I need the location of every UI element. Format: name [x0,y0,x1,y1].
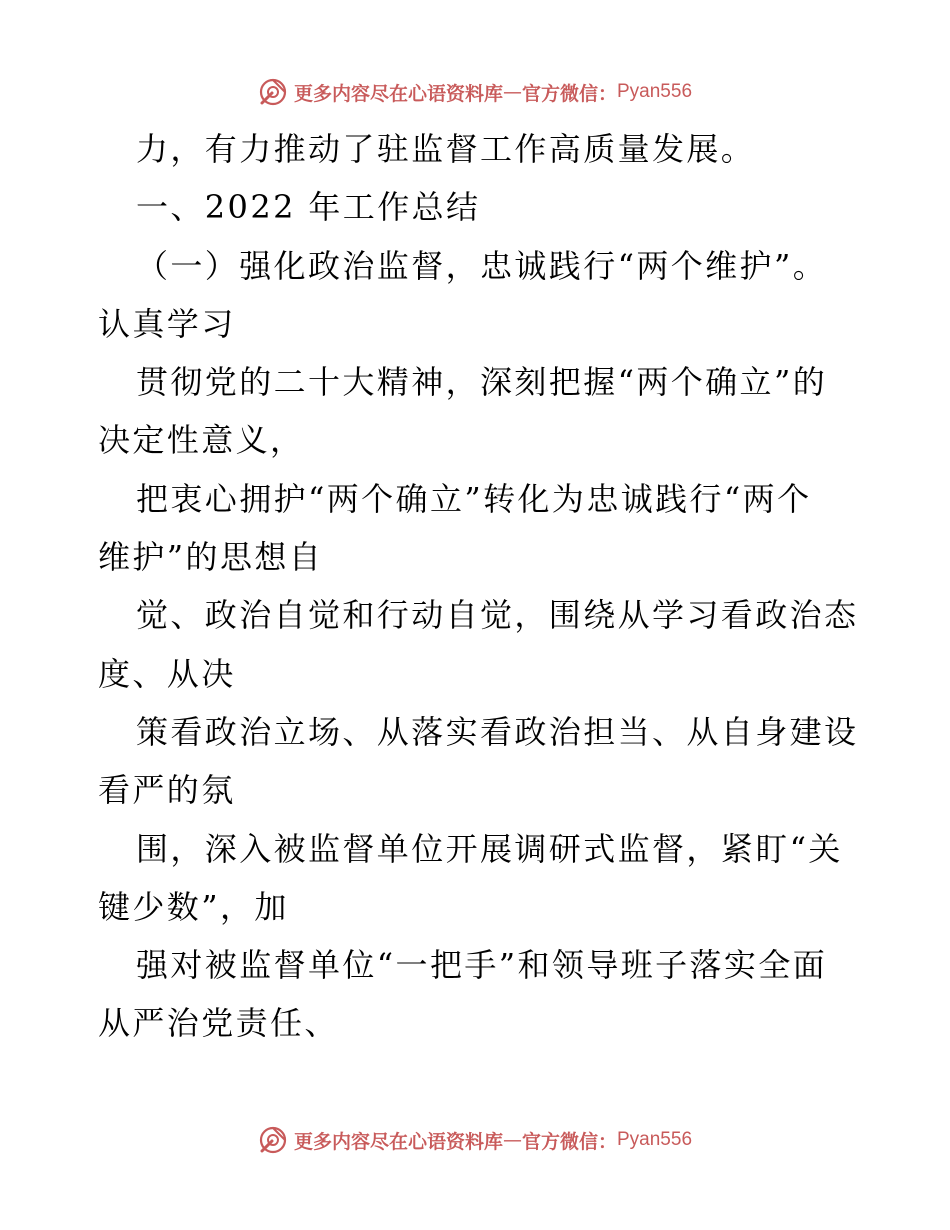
section-heading: 一、2022 年工作总结 [136,188,481,227]
watermark-wechat-id: Pyan556 [617,81,693,102]
body-line: 强对被监督单位“一把手”和领导班子落实全面 [136,946,828,985]
body-line: 策看政治立场、从落实看政治担当、从自身建设 [136,712,859,751]
body-line: 认真学习 [98,304,236,343]
body-line: 键少数”，加 [98,887,289,926]
watermark-official-label: 官方微信： [521,1130,617,1153]
subsection-heading: （一）强化政治监督，忠诚践行“两个维护”。 [136,246,828,285]
footer-watermark [0,1120,950,1160]
body-line: 决定性意义， [98,421,305,460]
body-line: 力，有力推动了驻监督工作高质量发展。 [136,130,756,168]
body-line: 度、从决 [98,654,236,693]
header-watermark [0,72,950,112]
body-line: 把衷心拥护“两个确立”转化为忠诚践行“两个 [136,479,812,518]
watermark-text: 更多内容尽在心语资料库 [293,1130,503,1153]
watermark-official-label: 官方微信： [521,82,617,105]
pen-logo-icon [258,77,288,107]
body-line: 贯彻党的二十大精神，深刻把握“两个确立”的 [136,363,828,402]
watermark-separator: — [502,81,522,103]
watermark-text: 更多内容尽在心语资料库 [293,82,503,105]
body-line: 觉、政治自觉和行动自觉，围绕从学习看政治态 [136,596,859,635]
body-line: 从严治党责任、 [98,1004,339,1043]
document-body [98,120,858,1053]
body-line: 维护”的思想自 [98,538,324,577]
body-line: 围，深入被监督单位开展调研式监督，紧盯“关 [136,829,843,868]
watermark-wechat-id: Pyan556 [617,1129,693,1150]
body-line: 看严的氛 [98,771,236,810]
watermark-separator: — [502,1129,522,1151]
pen-logo-icon [258,1125,288,1155]
